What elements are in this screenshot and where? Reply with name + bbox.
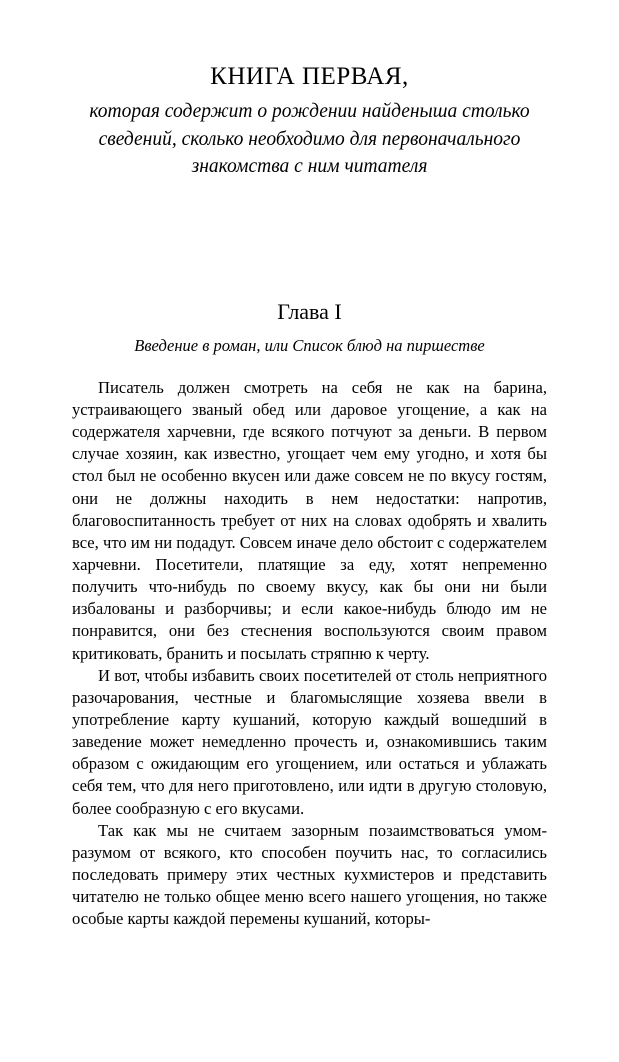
- book-page: [0, 62, 619, 1062]
- chapter-subtitle: Введение в роман, или Список блюд на пиршестве: [134, 336, 485, 356]
- chapter-heading-block: [72, 299, 547, 357]
- chapter-title: Глава I: [277, 299, 342, 325]
- paragraph: Писатель должен смотреть на себя не как на барина, устраивающего званый обед или даровое угощение, а как на содержателя харчевни, где всякого потчуют за деньги. В первом случае хозяин, как известно, угощает чем ему угодно, и хотя бы стол был не особенно вкусен или даже совсем не по вкусу гостям, они не должны находить в нем недостатки: напротив, благовоспитанность требует от них на словах одобрять и хвалить все, что им ни подадут. Совсем иначе дело обстоит с содержателем харчевни. Посетители, платящие за еду, хотят непременно получить что-нибудь по своему вкусу, как бы они ни были избалованы и разборчивы; и если какое-нибудь блюдо им не понравится, они без стеснения воспользуются своим правом критиковать, бранить и посылать стряпню к черту.: [72, 377, 547, 663]
- body-text: [72, 377, 547, 931]
- paragraph: И вот, чтобы избавить своих посетителей от столь неприятного разочарования, честные и благомыслящие хозяева ввели в употребление карту кушаний, которую каждый вошедший в заведение может немедленно прочесть и, ознакомившись таким образом с ожидающим его угощением, или остаться и ублажать себя тем, что для него приготовлено, или идти в другую столовую, более сообразную с его вкусами.: [72, 665, 547, 818]
- book-title: КНИГА ПЕРВАЯ,: [210, 63, 409, 90]
- book-subtitle: которая содержит о рождении найденыша столько сведений, сколько необходимо для первоначального знакомства с ним читателя: [89, 101, 530, 178]
- book-title-block: [72, 62, 547, 181]
- paragraph: Так как мы не считаем зазорным позаимствоваться умом-разумом от всякого, кто способен поучить нас, то согласились последовать примеру этих честных кухмистеров и представить читателю не только общее меню всего нашего угощения, но также особые карты каждой перемены кушаний, которы-: [72, 820, 547, 929]
